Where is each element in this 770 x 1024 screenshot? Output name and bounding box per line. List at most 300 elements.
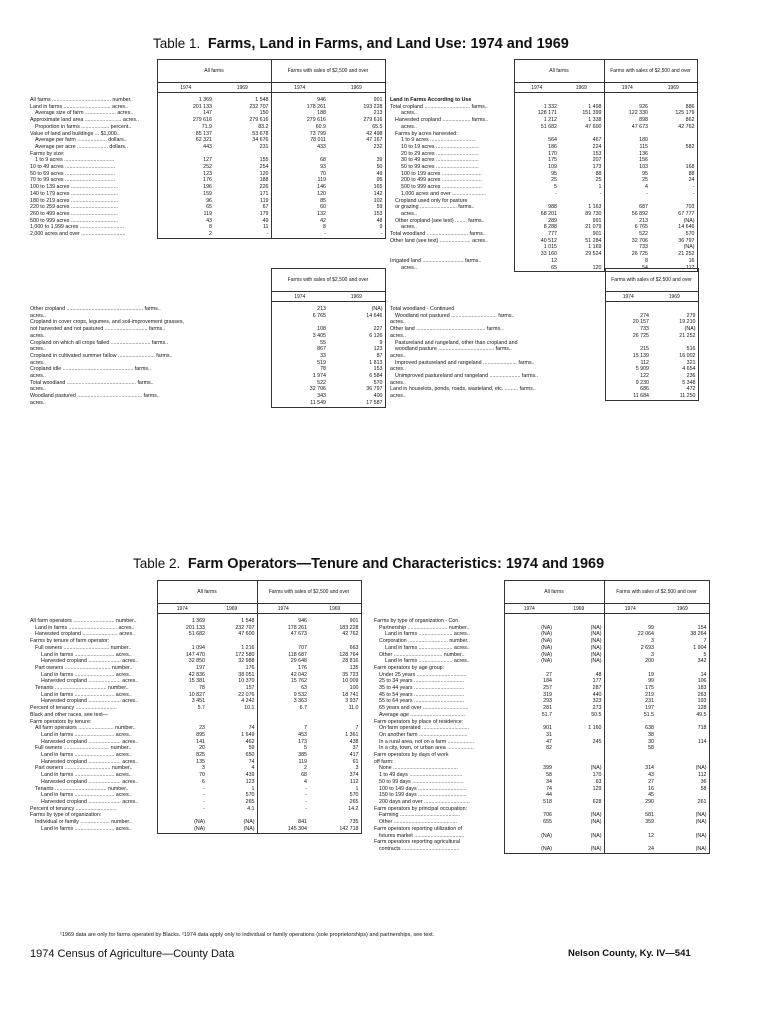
table-row xyxy=(28,799,361,806)
cell-value: 145 304 xyxy=(257,826,309,833)
cell-value: 34 676 xyxy=(214,137,271,144)
cell-value xyxy=(504,719,554,726)
cell-value: 1 xyxy=(559,184,604,191)
cell-value xyxy=(650,151,697,158)
cell-value: 650 xyxy=(207,752,257,759)
cell-value: 261 xyxy=(656,799,709,806)
cell-value: 32 988 xyxy=(207,658,257,665)
row-label: woodland pasture ...................................... farms.. xyxy=(395,346,512,353)
table-row xyxy=(388,137,697,144)
cell-value: 522 xyxy=(639,231,648,238)
cell-value: 74 xyxy=(207,759,257,766)
cell-value: 49.5 xyxy=(656,712,709,719)
cell-value: 10 370 xyxy=(207,678,257,685)
footnote: ¹1969 data are only for farms operated by Blacks. ²1974 data apply only to individual or family operations (sole proprietorships) and partnerships, see text. xyxy=(60,932,435,938)
table-row xyxy=(388,144,697,151)
row-label: 1 to 49 days .................................... xyxy=(379,772,463,779)
cell-value xyxy=(651,340,698,347)
table-row xyxy=(388,380,698,387)
cell-value: 19 210 xyxy=(651,319,698,326)
cell-value: (NA) xyxy=(504,658,554,665)
cell-value xyxy=(504,839,554,846)
cell-value: 71.9 xyxy=(157,124,214,131)
table-row xyxy=(372,732,709,739)
row-label: Harvested cropland ...................... acres.. xyxy=(41,798,139,805)
row-label: Individual or family .................... number.. xyxy=(35,819,132,826)
table-row xyxy=(372,752,709,759)
cell-value: 78 011 xyxy=(310,137,326,144)
cell-value: 146 xyxy=(317,184,326,191)
cell-value: 519 xyxy=(271,360,328,367)
cell-value: 231 xyxy=(645,698,654,705)
cell-value: 119 xyxy=(214,198,271,205)
row-label: 70 to 99 acres .................................. xyxy=(30,177,116,184)
cell-value: 213 xyxy=(328,110,385,117)
cell-value xyxy=(559,131,604,138)
row-label: 150 to 199 days ................................. xyxy=(379,792,467,799)
hdr-1974: 1974 xyxy=(604,604,656,614)
cell-value: 73 799 xyxy=(309,130,326,137)
table-row xyxy=(372,846,709,853)
cell-value: 65 xyxy=(514,265,559,272)
row-label: Unimproved pastureland and rangeland ..................... farms.. xyxy=(395,373,539,380)
cell-value: 12 xyxy=(648,832,654,839)
cell-value: 40 512 xyxy=(514,238,559,245)
table-row xyxy=(28,685,361,692)
table-row xyxy=(28,184,385,191)
cell-value: 186 xyxy=(514,144,559,151)
cell-value xyxy=(605,306,651,313)
hdr-all-farms: All farms xyxy=(514,60,604,83)
cell-value: 901 xyxy=(309,618,361,625)
cell-value: 281 xyxy=(504,705,554,712)
cell-value: 112 xyxy=(605,360,651,367)
cell-value: 112 xyxy=(309,779,361,786)
cell-value: 1 163 xyxy=(559,204,604,211)
row-label: acres.. xyxy=(30,386,46,393)
table-row xyxy=(28,698,361,705)
cell-value: 2 693 xyxy=(640,644,654,651)
cell-value: (NA) xyxy=(504,833,554,840)
cell-value: 51 682 xyxy=(514,124,559,131)
table-row xyxy=(372,819,709,826)
cell-value xyxy=(514,97,559,104)
cell-value: 176 xyxy=(207,665,257,672)
table-row xyxy=(28,346,385,353)
cell-value: 156 xyxy=(639,157,648,164)
cell-value: 6.7 xyxy=(299,705,307,712)
row-label: Farm operators reporting agricultural xyxy=(374,839,460,846)
cell-value: 151 399 xyxy=(559,110,604,117)
row-label: Harvested cropland ...................... acres.. xyxy=(41,738,139,745)
cell-value: 570 xyxy=(328,380,385,387)
cell-value xyxy=(604,618,656,625)
cell-value: 55 xyxy=(271,340,328,347)
cell-value: 201 133 xyxy=(157,104,214,111)
row-label: Land in farms ........................... acres.. xyxy=(41,731,132,738)
cell-value: 343 xyxy=(271,393,328,400)
row-label: Woodland not pastured ............................... farms.. xyxy=(395,312,515,319)
row-label: Farms by acres harvested: xyxy=(395,130,458,137)
cell-value: 123 xyxy=(157,171,214,178)
cell-value: (NA) xyxy=(504,631,554,638)
cell-value: 518 xyxy=(504,799,554,806)
row-label: Total cropland ............................... farms.. xyxy=(390,103,488,110)
cell-value: - xyxy=(650,184,697,191)
cell-value: 120 xyxy=(559,265,604,272)
row-label: acres.. xyxy=(401,224,417,231)
cell-value: (NA) xyxy=(656,819,709,826)
cell-value: 733 xyxy=(605,326,651,333)
cell-value xyxy=(257,719,309,726)
row-label: Other land ............................................... farms.. xyxy=(390,326,504,333)
cell-value xyxy=(559,258,604,265)
cell-value: - xyxy=(650,191,697,198)
cell-value: 197 xyxy=(157,665,207,672)
cell-value: 48 xyxy=(554,672,604,679)
row-label: 20 to 29 acres ............................. xyxy=(401,150,479,157)
cell-value: 142 xyxy=(328,191,385,198)
cell-value: 68 201 xyxy=(514,211,559,218)
row-label: Farming ......................................... xyxy=(379,812,461,819)
cell-value: 67 777 xyxy=(650,211,697,218)
table-row xyxy=(372,712,709,719)
cell-value xyxy=(309,719,361,726)
cell-value: (NA) xyxy=(554,645,604,652)
cell-value: - xyxy=(559,191,604,198)
cell-value: 78 xyxy=(271,366,328,373)
cell-value: 59 xyxy=(207,745,257,752)
cell-value xyxy=(604,131,650,138)
cell-value: 1 369 xyxy=(157,97,214,104)
cell-value xyxy=(309,638,361,645)
cell-value: 201 133 xyxy=(157,625,207,632)
row-label: Average per acre ..................... dollars.. xyxy=(35,143,128,150)
cell-value: 63 xyxy=(554,779,604,786)
table-row xyxy=(28,658,361,665)
cell-value: 4 xyxy=(207,765,257,772)
cell-value: 89 730 xyxy=(559,211,604,218)
cell-value: 1 160 xyxy=(554,725,604,732)
table-row xyxy=(28,819,361,826)
cell-value: (NA) xyxy=(157,826,207,833)
cell-value: (NA) xyxy=(656,765,709,772)
cell-value: 196 xyxy=(157,184,214,191)
cell-value xyxy=(257,638,309,645)
cell-value: 175 xyxy=(645,685,654,692)
cell-value: 184 xyxy=(504,678,554,685)
cell-value: 1 094 xyxy=(157,645,207,652)
row-label: Full owners ............................... number.. xyxy=(35,644,132,651)
cell-value: (NA) xyxy=(504,625,554,632)
cell-value: 58 xyxy=(648,745,654,752)
cell-value: 44 xyxy=(504,792,554,799)
cell-value: 142 718 xyxy=(309,826,361,833)
row-label: Land in farms ........................... acres.. xyxy=(41,825,132,832)
cell-value: 279 616 xyxy=(157,117,214,124)
cell-value: 127 xyxy=(157,157,214,164)
row-label: Land in farms ........................... acres.. xyxy=(41,752,132,759)
cell-value: 120 xyxy=(317,190,326,197)
hdr-1969: 1969 xyxy=(656,604,709,614)
cell-value xyxy=(650,137,697,144)
cell-value: 273 xyxy=(554,705,604,712)
cell-value: 11 549 xyxy=(271,400,328,407)
cell-value: 62 321 xyxy=(157,137,214,144)
cell-value: 59 xyxy=(328,204,385,211)
cell-value: 628 xyxy=(554,799,604,806)
table-row xyxy=(28,739,361,746)
cell-value: 36 797 xyxy=(650,238,697,245)
cell-value: 15 762 xyxy=(290,678,307,685)
row-label: off farm: xyxy=(374,758,394,765)
row-label: Black and other races, see text— xyxy=(30,711,109,718)
cell-value: (NA) xyxy=(554,658,604,665)
hdr-1969: 1969 xyxy=(651,292,698,302)
cell-value: 293 xyxy=(504,698,554,705)
cell-value: 54 xyxy=(604,265,650,272)
row-label: Pastureland and rangeland, other than cropland and xyxy=(395,339,518,346)
cell-value: 7 xyxy=(304,725,307,732)
cell-value xyxy=(604,826,656,833)
cell-value: 6 xyxy=(157,779,207,786)
table-row xyxy=(372,745,709,752)
row-label: Land in farms ....................... acres.. xyxy=(385,658,470,665)
cell-value: 898 xyxy=(639,117,648,124)
table-row xyxy=(28,765,361,772)
row-label: Harvested cropland ...................... acres.. xyxy=(41,778,139,785)
table-row xyxy=(372,638,709,645)
cell-value: 946 xyxy=(317,97,326,103)
row-label: acres.. xyxy=(390,332,406,339)
cell-value: 193 xyxy=(656,698,709,705)
row-label: Tenants ................................... number.. xyxy=(35,685,129,692)
cell-value: 359 xyxy=(645,819,654,826)
table-row xyxy=(28,104,385,111)
cell-value: 703 xyxy=(650,204,697,211)
row-label: Part owners ............................... number.. xyxy=(35,664,133,671)
table-row xyxy=(388,211,697,218)
table-row xyxy=(388,333,698,340)
table-row xyxy=(372,725,709,732)
table-row xyxy=(28,211,385,218)
cell-value: 1 548 xyxy=(207,618,257,625)
cell-value: 47 673 xyxy=(290,631,307,638)
cell-value: 289 xyxy=(514,218,559,225)
table-row xyxy=(28,645,361,652)
row-label: Land in houselots, ponds, roads, wasteland, etc. ......... farms.. xyxy=(390,386,536,393)
table-row xyxy=(28,191,385,198)
cell-value: 706 xyxy=(504,812,554,819)
cell-value: 122 xyxy=(605,373,651,380)
table-row xyxy=(388,244,697,251)
cell-value: 42 xyxy=(320,217,326,224)
row-label: acres.. xyxy=(390,393,406,400)
table1-number: Table 1. xyxy=(153,36,201,51)
table-row xyxy=(388,110,697,117)
cell-value: 10 827 xyxy=(157,692,207,699)
table-row xyxy=(372,658,709,665)
table-row xyxy=(372,812,709,819)
cell-value: 154 xyxy=(656,625,709,632)
table-row xyxy=(372,665,709,672)
table-row xyxy=(28,386,385,393)
cell-value: 443 xyxy=(157,144,214,151)
cell-value xyxy=(554,826,604,833)
cell-value: 155 xyxy=(214,157,271,164)
cell-value: - xyxy=(305,792,307,799)
cell-value xyxy=(271,151,328,158)
table-row xyxy=(388,353,698,360)
cell-value: 20 157 xyxy=(605,319,651,326)
table-row xyxy=(28,672,361,679)
table-row xyxy=(28,171,385,178)
table-row xyxy=(388,393,698,400)
hdr-sales: Farms with sales of $2,500 and over xyxy=(605,269,698,292)
cell-value: 51 682 xyxy=(157,631,207,638)
cell-value: (NA) xyxy=(656,812,709,819)
cell-value: (NA) xyxy=(651,326,698,333)
table-row xyxy=(388,157,697,164)
hdr-1969: 1969 xyxy=(650,83,697,93)
cell-value xyxy=(650,198,697,205)
cell-value xyxy=(651,306,698,313)
page-location: Nelson County, Ky. IV—541 xyxy=(568,948,691,959)
cell-value: 32 706 xyxy=(271,386,328,393)
table-row xyxy=(28,124,385,131)
hdr-1974: 1974 xyxy=(271,292,328,302)
table-row xyxy=(28,353,385,360)
cell-value: 6 126 xyxy=(328,333,385,340)
cell-value xyxy=(504,665,554,672)
cell-value: 570 xyxy=(650,231,697,238)
cell-value: 115 xyxy=(639,143,648,150)
cell-value xyxy=(554,665,604,672)
row-label: 1 to 9 acres .................................. xyxy=(35,157,115,164)
row-label: acres.. xyxy=(390,352,406,359)
cell-value: 7 xyxy=(309,725,361,732)
table-row xyxy=(28,131,385,138)
table-row xyxy=(388,306,698,313)
cell-value: 213 xyxy=(271,306,328,313)
table-row xyxy=(28,732,361,739)
cell-value: 1 332 xyxy=(514,104,559,111)
row-label: 50 to 99 acres ............................. xyxy=(401,164,479,171)
cell-value: 56 892 xyxy=(631,210,648,217)
table-row xyxy=(28,638,361,645)
cell-value: 47 673 xyxy=(631,123,648,130)
cell-value: 686 xyxy=(605,386,651,393)
table-row xyxy=(28,812,361,819)
table-row xyxy=(28,204,385,211)
cell-value: (NA) xyxy=(554,652,604,659)
hdr-1969: 1969 xyxy=(214,83,271,93)
cell-value: 119 xyxy=(298,758,307,765)
cell-value: 11 xyxy=(214,224,271,231)
table-row xyxy=(28,631,361,638)
table-row xyxy=(28,665,361,672)
cell-value: 49 xyxy=(328,171,385,178)
cell-value xyxy=(604,198,650,205)
cell-value: 53 678 xyxy=(214,131,271,138)
cell-value: 231 xyxy=(214,144,271,151)
hdr-1969: 1969 xyxy=(207,604,257,614)
cell-value: (NA) xyxy=(656,846,709,853)
cell-value: 226 xyxy=(214,184,271,191)
cell-value: 1 361 xyxy=(309,732,361,739)
cell-value: 108 xyxy=(271,326,328,333)
cell-value: 439 xyxy=(207,772,257,779)
cell-value: 319 xyxy=(504,692,554,699)
row-label: acres.. xyxy=(30,312,46,319)
cell-value: 22 064 xyxy=(637,631,654,638)
cell-value: 1 498 xyxy=(559,104,604,111)
cell-value: 232 707 xyxy=(207,625,257,632)
cell-value: 433 xyxy=(317,143,326,150)
row-label: 140 to 179 acres ................................ xyxy=(30,190,119,197)
row-label: Value of land and buildings ... $1,000.. xyxy=(30,130,120,137)
row-label: or grazing ......................... farms.. xyxy=(395,204,475,211)
row-label: Improved pastureland and rangeland ....................... farms.. xyxy=(395,359,535,366)
table-row xyxy=(388,117,697,124)
table-row xyxy=(28,313,385,320)
row-label: acres.. xyxy=(401,210,417,217)
cell-value: 21 252 xyxy=(650,251,697,258)
table-row xyxy=(28,779,361,786)
cell-value xyxy=(554,719,604,726)
cell-value xyxy=(257,812,309,819)
cell-value: 5 xyxy=(514,184,559,191)
cell-value: 564 xyxy=(514,137,559,144)
cell-value: 462 xyxy=(207,739,257,746)
cell-value xyxy=(604,839,656,846)
cell-value: 8 288 xyxy=(514,224,559,231)
cell-value xyxy=(157,151,214,158)
row-label: Farm operators by days of work xyxy=(374,752,449,759)
cell-value: - xyxy=(157,792,207,799)
cell-value: 51.5 xyxy=(643,711,654,718)
table1-lower-right xyxy=(388,268,699,401)
cell-value xyxy=(504,759,554,766)
cell-value: 39 xyxy=(328,157,385,164)
row-label xyxy=(388,244,514,251)
cell-value: 50.5 xyxy=(554,712,604,719)
table-row xyxy=(28,218,385,225)
table-row xyxy=(28,340,385,347)
cell-value: - xyxy=(214,231,271,238)
cell-value xyxy=(559,198,604,205)
row-label: Part owners ............................... number.. xyxy=(35,765,133,772)
row-label: Harvested cropland ...................... acres.. xyxy=(41,658,139,665)
cell-value: - xyxy=(305,805,307,812)
cell-value: 128 764 xyxy=(309,652,361,659)
cell-value: 2 xyxy=(157,231,214,238)
cell-value: 3 xyxy=(309,765,361,772)
table-row xyxy=(28,224,385,231)
cell-value: 132 xyxy=(317,210,326,217)
row-label: Percent of tenancy ............................ xyxy=(30,805,117,812)
cell-value: 147 xyxy=(157,110,214,117)
cell-value: 3 451 xyxy=(157,698,207,705)
cell-value: 400 xyxy=(328,393,385,400)
cell-value: (NA) xyxy=(554,819,604,826)
table-row xyxy=(372,765,709,772)
cell-value: 150 xyxy=(214,110,271,117)
cell-value: 16 002 xyxy=(651,353,698,360)
cell-value: 47 167 xyxy=(328,137,385,144)
cell-value: 1 169 xyxy=(559,244,604,251)
row-label: acres.. xyxy=(30,399,46,406)
